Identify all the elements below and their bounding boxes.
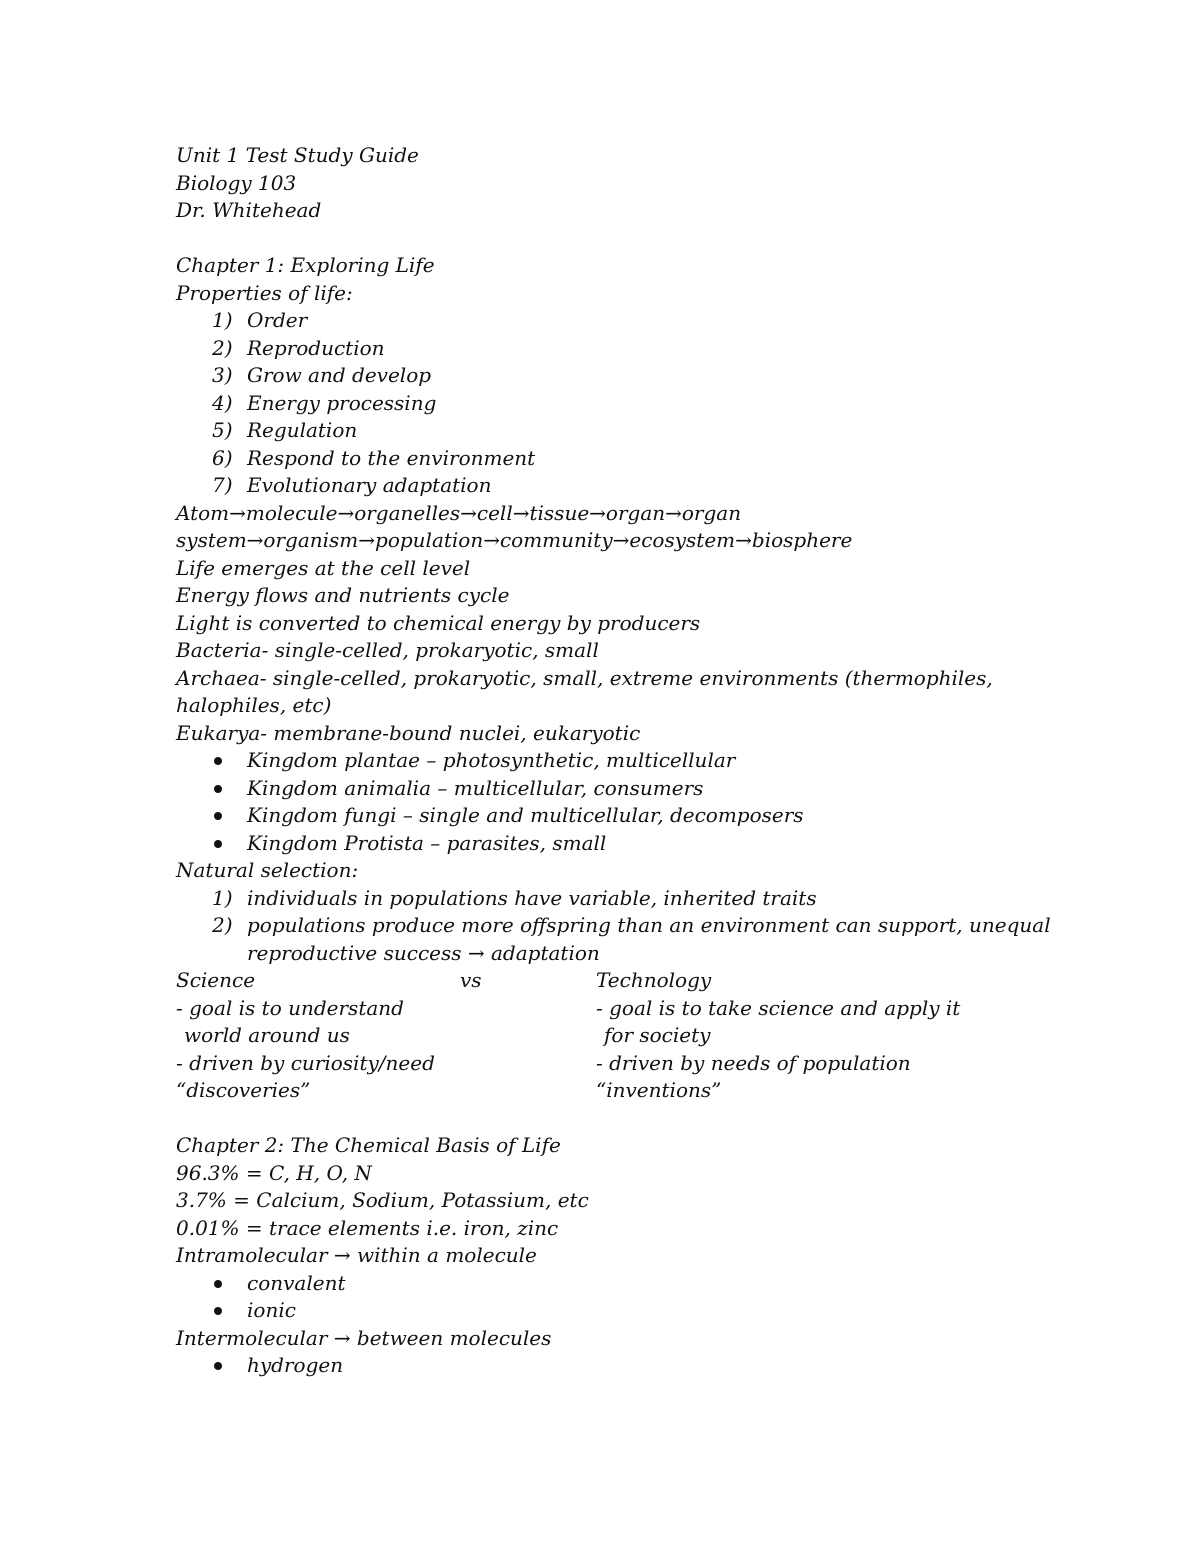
bullet-icon xyxy=(176,747,247,775)
bullet-icon xyxy=(176,1270,247,1298)
bullet-icon xyxy=(176,830,247,858)
list-item: 1) individuals in populations have variable, inherited traits xyxy=(212,885,817,910)
list-item: Kingdom Protista – parasites, small xyxy=(176,830,1076,858)
list-item: 3) Grow and develop xyxy=(212,363,432,387)
natural-selection-label: Natural selection: xyxy=(176,858,359,882)
intermolecular-line: Intermolecular → between molecules xyxy=(176,1325,552,1350)
document-page xyxy=(176,142,1076,1380)
properties-label: Properties of life: xyxy=(176,280,353,305)
list-item: 6) Respond to the environment xyxy=(212,445,536,470)
comparison-row: - goal is to understand - goal is to take science and apply it xyxy=(176,995,961,1020)
hierarchy-line-2: system→organism→population→community→ecosystem→biosphere xyxy=(176,528,853,552)
list-item: 7) Evolutionary adaptation xyxy=(212,473,492,497)
bullet-icon xyxy=(176,1297,247,1325)
fact-line: Bacteria- single-celled, prokaryotic, small xyxy=(176,638,599,662)
fact-line: 3.7% = Calcium, Sodium, Potassium, etc xyxy=(176,1188,589,1212)
list-item: ionic xyxy=(176,1297,1076,1325)
instructor-name: Dr. Whitehead xyxy=(176,198,322,222)
fact-line: 96.3% = C, H, O, N xyxy=(176,1160,372,1185)
fact-line: halophiles, etc) xyxy=(176,693,332,717)
list-item: 1) Order xyxy=(212,308,308,332)
list-item: 4) Energy processing xyxy=(212,390,437,415)
list-item: convalent xyxy=(176,1270,1076,1298)
fact-line: Life emerges at the cell level xyxy=(176,555,471,580)
bullet-icon xyxy=(176,1352,247,1380)
fact-line: Energy flows and nutrients cycle xyxy=(176,583,510,607)
chapter-2-title: Chapter 2: The Chemical Basis of Life xyxy=(176,1133,561,1157)
fact-line: Eukarya- membrane-bound nuclei, eukaryotic xyxy=(176,720,641,745)
fact-line: Light is converted to chemical energy by producers xyxy=(176,610,701,635)
technology-heading: Technology xyxy=(596,968,712,992)
list-item: Kingdom fungi – single and multicellular, decomposers xyxy=(176,802,1076,830)
course-name: Biology 103 xyxy=(176,170,297,195)
doc-title: Unit 1 Test Study Guide xyxy=(176,143,419,167)
list-item-continuation: reproductive success → adaptation xyxy=(247,940,600,965)
vs-label: vs xyxy=(460,968,482,992)
comparison-header xyxy=(176,967,1076,995)
comparison-row: “discoveries” “inventions” xyxy=(176,1078,722,1102)
chapter-1-title: Chapter 1: Exploring Life xyxy=(176,253,435,277)
hierarchy-line-1: Atom→molecule→organelles→cell→tissue→organ→organ xyxy=(176,500,742,525)
fact-line: 0.01% = trace elements i.e. iron, zinc xyxy=(176,1215,559,1240)
list-item: 2) Reproduction xyxy=(212,335,385,360)
comparison-row: world around us for society xyxy=(184,1023,711,1047)
science-heading: Science xyxy=(176,968,256,992)
intramolecular-line: Intramolecular → within a molecule xyxy=(176,1243,537,1267)
fact-line: Archaea- single-celled, prokaryotic, small, extreme environments (thermophiles, xyxy=(176,665,993,690)
bullet-icon xyxy=(176,802,247,830)
list-item: 2) populations produce more offspring than an environment can support, unequal xyxy=(212,913,1051,937)
bullet-icon xyxy=(176,775,247,803)
list-item: 5) Regulation xyxy=(212,418,358,442)
comparison-row: - driven by curiosity/need - driven by needs of population xyxy=(176,1050,911,1075)
list-item: Kingdom animalia – multicellular, consumers xyxy=(176,775,1076,803)
list-item: Kingdom plantae – photosynthetic, multicellular xyxy=(176,747,1076,775)
list-item: hydrogen xyxy=(176,1352,1076,1380)
